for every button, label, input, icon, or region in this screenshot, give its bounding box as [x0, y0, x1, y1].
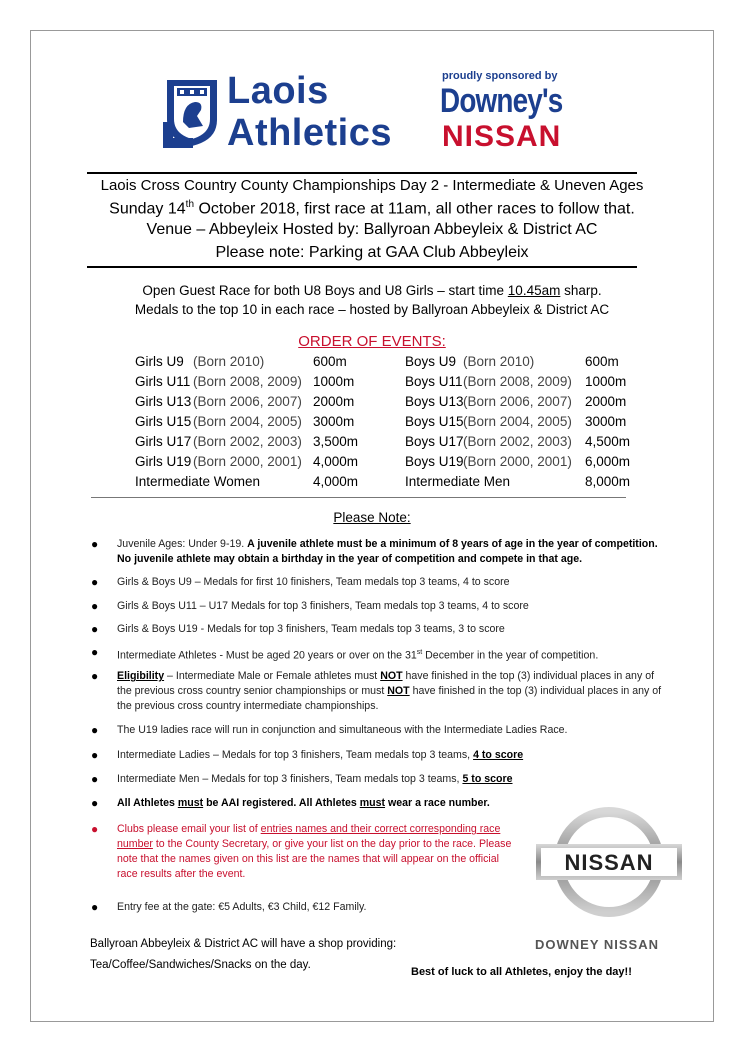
n10-must1: must — [177, 797, 204, 809]
event-label: Boys U11 — [405, 374, 463, 389]
note-int-men — [117, 772, 662, 787]
event-born: (Born 2006, 2007) — [193, 394, 302, 409]
event-date — [0, 199, 744, 218]
event-born: (Born 2010) — [193, 354, 265, 369]
sponsor-name: Downey's — [440, 82, 563, 120]
note-u9-medals: Girls & Boys U9 – Medals for first 10 finishers, Team medals top 3 teams, 4 to score — [117, 576, 510, 588]
n5-b: December in the year of competition. — [422, 649, 599, 662]
header-rule-bottom — [87, 266, 637, 268]
note-juvenile-b: A juvenile athlete must be a minimum of 8 years of age in the year of competition. No juvenile athlete may obtain a birthday in the year of competition and compete in that age. — [117, 538, 658, 565]
event-distance: 4,000m — [313, 474, 359, 489]
event-distance: 8,000m — [585, 474, 631, 489]
bullet-icon: ● — [91, 796, 99, 810]
event-label: Intermediate Men — [405, 474, 511, 489]
events-title: ORDER OF EVENTS: — [298, 333, 446, 350]
event-born: (Born 2004, 2005) — [193, 414, 302, 429]
venue-value: – Abbeyleix — [191, 221, 283, 238]
n6-a: – Intermediate Male or Female athletes must — [164, 670, 381, 682]
sponsor-logo — [440, 70, 590, 160]
event-distance: 1000m — [585, 374, 627, 389]
venue-label: Venue — [146, 221, 192, 238]
n6-not1: NOT — [380, 670, 403, 682]
note-int-ladies — [117, 748, 662, 763]
event-label: Intermediate Women — [135, 474, 261, 489]
event-distance: 1000m — [313, 374, 355, 389]
bullet-icon: ● — [91, 622, 99, 636]
event-title: Laois Cross Country County Championships Day 2 - Intermediate & Uneven Ages — [100, 177, 644, 194]
crest-icon — [163, 76, 221, 148]
event-distance: 4,500m — [585, 434, 631, 449]
bullet-icon: ● — [91, 900, 99, 914]
n6-not2: NOT — [387, 685, 410, 697]
event-label: Girls U17 — [135, 434, 192, 449]
note-eligibility — [117, 669, 662, 714]
n5-sup: st — [416, 649, 423, 656]
event-born: (Born 2002, 2003) — [193, 434, 302, 449]
event-venue — [0, 221, 744, 239]
event-distance: 600m — [585, 354, 619, 369]
date-pre: Sunday 14 — [109, 200, 186, 218]
event-born: (Born 2000, 2001) — [193, 454, 302, 469]
note-juvenile-a: Juvenile Ages: Under 9-19. — [117, 538, 248, 550]
event-label: Boys U19 — [405, 454, 464, 469]
event-born: (Born 2002, 2003) — [463, 434, 572, 449]
shop-line-1: Ballyroan Abbeyleix & District AC will have a shop providing: — [90, 938, 397, 950]
event-distance: 2000m — [313, 394, 355, 409]
n8-a: Intermediate Ladies – Medals for top 3 finishers, Team medals top 3 teams, — [117, 749, 474, 761]
bullet-icon: ● — [91, 723, 99, 737]
event-label: Girls U9 — [135, 354, 184, 369]
event-distance: 600m — [313, 354, 347, 369]
bullet-icon: ● — [91, 669, 99, 683]
laois-athletics-logo — [163, 70, 433, 156]
bullet-icon: ● — [91, 599, 99, 613]
note-u11-u17-medals: Girls & Boys U11 – U17 Medals for top 3 finishers, Team medals top 3 teams, 4 to score — [117, 600, 529, 612]
event-label: Boys U15 — [405, 414, 464, 429]
guest-race-line — [0, 283, 744, 298]
eligibility-label: Eligibility — [117, 670, 165, 682]
bullet-icon: ● — [91, 575, 99, 589]
parking-note: Please note: Parking at GAA Club Abbeyleix — [215, 244, 529, 261]
n11-a: Clubs please email your list of — [117, 823, 261, 835]
event-born: (Born 2004, 2005) — [463, 414, 572, 429]
guest-medals-line: Medals to the top 10 in each race – hosted by Ballyroan Abbeyleix & District AC — [134, 302, 610, 317]
event-label: Boys U13 — [405, 394, 464, 409]
nissan-logo-icon — [534, 804, 684, 920]
logo-caption: DOWNEY NISSAN — [535, 937, 659, 952]
event-born: (Born 2000, 2001) — [463, 454, 572, 469]
bullet-icon: ● — [91, 645, 99, 659]
note-u19-medals: Girls & Boys U19 - Medals for top 3 finishers, Team medals top 3 teams, 3 to score — [117, 623, 505, 635]
n11-b: to the County Secretary, or give your list on the day prior to the race. Please note that the names given on this list are the names that will appear on the official race results after the event. — [117, 838, 512, 880]
n11-link: entries names and their correct corresponding race number — [117, 823, 501, 850]
event-distance: 6,000m — [585, 454, 631, 469]
n10-b: be AAI registered. All Athletes — [203, 797, 360, 809]
event-born: (Born 2008, 2009) — [193, 374, 302, 389]
event-born: (Born 2008, 2009) — [463, 374, 572, 389]
date-sup: th — [185, 199, 195, 210]
note-entry-fee: Entry fee at the gate: €5 Adults, €3 Child, €12 Family. — [117, 901, 367, 913]
sponsor-brand: NISSAN — [442, 120, 562, 153]
guest-post: sharp. — [560, 283, 602, 298]
event-distance: 2000m — [585, 394, 627, 409]
event-label: Girls U11 — [135, 374, 191, 389]
notes-title: Please Note: — [333, 510, 411, 525]
n9-a: Intermediate Men – Medals for top 3 finishers, Team medals top 3 teams, — [117, 773, 463, 785]
nissan-logo-word: NISSAN — [564, 850, 654, 875]
event-born: (Born 2010) — [463, 354, 535, 369]
n10-c: wear a race number. — [385, 797, 490, 809]
hosted-value: : Ballyroan Abbeyleix & District AC — [354, 221, 598, 238]
n10-a: All Athletes — [117, 797, 178, 809]
note-u19-ladies: The U19 ladies race will run in conjunction and simultaneous with the Intermediate Ladies Race. — [117, 724, 568, 736]
org-name-line1: Laois — [227, 70, 329, 112]
event-label: Girls U19 — [135, 454, 192, 469]
bullet-icon: ● — [91, 537, 99, 551]
n6-b: have finished in the top (3) individual places in any of the previous cross country senior championships or must — [117, 670, 655, 697]
sponsor-tagline: proudly sponsored by — [442, 70, 558, 82]
section-divider — [91, 497, 626, 498]
note-intermediate-age — [117, 645, 662, 664]
guest-pre: Open Guest Race for both U8 Boys and U8 Girls – start time — [142, 283, 508, 298]
event-label: Girls U13 — [135, 394, 192, 409]
org-name-line2: Athletics — [227, 112, 392, 154]
event-distance: 4,000m — [313, 454, 359, 469]
n6-c: have finished in the top (3) individual places in any of the previous cross country intermediate championships. — [117, 685, 662, 712]
event-born: (Born 2006, 2007) — [463, 394, 572, 409]
event-distance: 3000m — [313, 414, 355, 429]
n5-a: Intermediate Athletes - Must be aged 20 years or over on the 31 — [117, 649, 417, 662]
best-of-luck: Best of luck to all Athletes, enjoy the day!! — [411, 966, 632, 978]
event-label: Boys U17 — [405, 434, 464, 449]
bullet-icon: ● — [91, 822, 99, 836]
n9-b: 5 to score — [462, 773, 513, 785]
guest-time: 10.45am — [507, 283, 561, 298]
bullet-icon: ● — [91, 748, 99, 762]
note-entries — [117, 822, 522, 882]
hosted-label: Hosted by — [282, 221, 355, 238]
n10-must2: must — [359, 797, 386, 809]
n8-b: 4 to score — [473, 749, 524, 761]
date-post: October 2018, first race at 11am, all other races to follow that. — [194, 200, 635, 218]
bullet-icon: ● — [91, 772, 99, 786]
event-distance: 3000m — [585, 414, 627, 429]
header-rule-top — [87, 172, 637, 174]
event-label: Girls U15 — [135, 414, 192, 429]
note-juvenile-ages — [117, 537, 662, 567]
shop-line-2: Tea/Coffee/Sandwiches/Snacks on the day. — [90, 959, 311, 971]
event-distance: 3,500m — [313, 434, 359, 449]
event-label: Boys U9 — [405, 354, 457, 369]
